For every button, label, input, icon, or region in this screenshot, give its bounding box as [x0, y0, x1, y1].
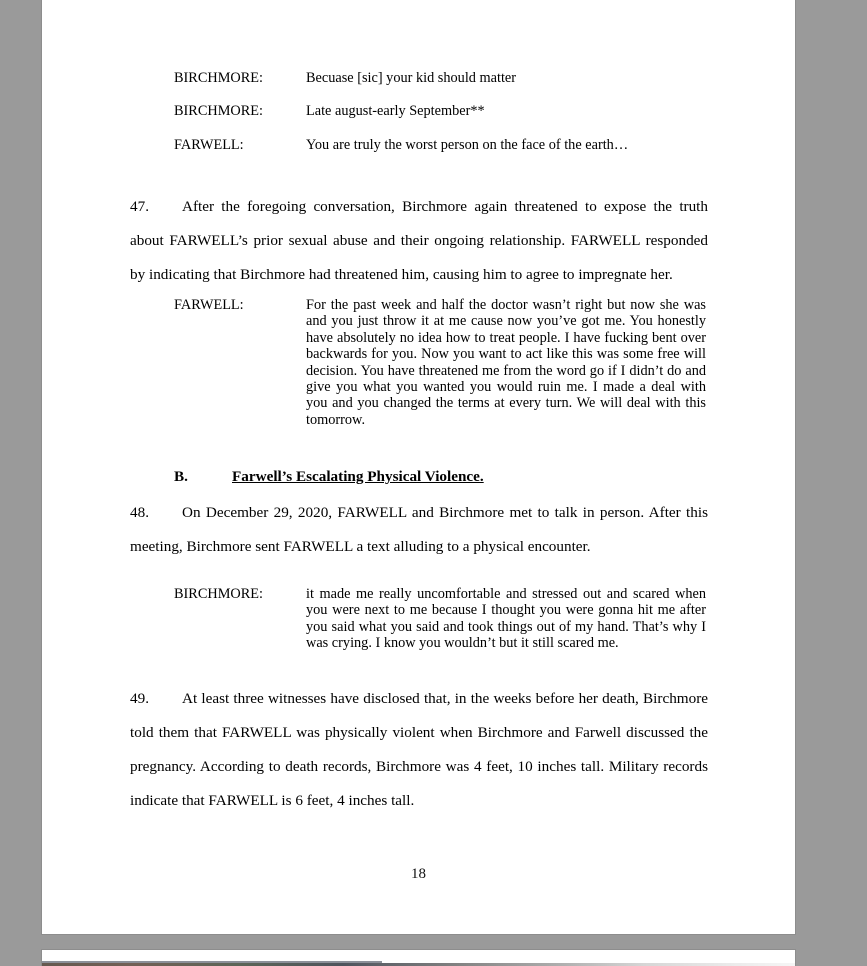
numbered-paragraph — [130, 496, 708, 564]
transcript-row — [130, 137, 708, 153]
speaker-label: BIRCHMORE: — [174, 70, 263, 86]
transcript-row — [130, 103, 708, 119]
quote-text: it made me really uncomfortable and stressed out and scared when you were next to me because I thought you were gonna hit me after you said what you said and took things out of my hand. That’s why I was crying. I know you wouldn’t but it still scared me. — [306, 586, 706, 652]
paragraph-body: On December 29, 2020, FARWELL and Birchmore met to talk in person. After this meeting, Birchmore sent FARWELL a text alluding to a physical encounter. — [130, 504, 708, 555]
paragraph-number: 47. — [130, 198, 149, 215]
transcript-row — [130, 70, 708, 86]
speaker-label: FARWELL: — [174, 136, 244, 153]
quote-text: For the past week and half the doctor wasn’t right but now she was and you just throw it at me cause now you’ve got me. You honestly have absolutely no idea how to treat people. I have fucking bent over backwards for you. Now you want to act like this was some free will decision. You have threatened me from the word go if I didn’t do and give you what you wanted you would ruin me. I made a deal with you and you changed the terms at every turn. We will deal with this tomorrow. — [306, 297, 706, 428]
document-page — [42, 0, 795, 934]
paragraph-text — [130, 682, 708, 818]
quote-text: You are truly the worst person on the face of the earth… — [306, 136, 629, 153]
quote-text: Becuase [sic] your kid should matter — [306, 70, 517, 86]
paragraph-number: 48. — [130, 504, 149, 521]
next-document-page — [42, 950, 795, 966]
section-letter: B. — [174, 468, 188, 485]
section-title: Farwell’s Escalating Physical Violence. — [232, 468, 484, 485]
transcript-row — [130, 586, 708, 652]
numbered-paragraph — [130, 190, 708, 292]
transcript-block — [130, 586, 708, 652]
transcript-row — [130, 297, 708, 428]
transcript-block — [130, 70, 708, 153]
transcript-block — [130, 297, 708, 428]
speaker-label: BIRCHMORE: — [174, 586, 263, 602]
page-number: 18 — [411, 866, 426, 882]
quote-text: Late august-early September** — [306, 103, 485, 120]
speaker-label: FARWELL: — [174, 297, 244, 313]
numbered-paragraph — [130, 682, 708, 818]
paragraph-number: 49. — [130, 690, 149, 707]
paragraph-body: At least three witnesses have disclosed that, in the weeks before her death, Birchmore told them that FARWELL was physically violent when Birchmore and Farwell discussed the pregnancy. According to death records, Birchmore was 4 feet, 10 inches tall. Military records indicate that FARWELL is 6 feet, 4 inches tall. — [130, 690, 708, 809]
section-heading — [130, 466, 708, 488]
paragraph-body: After the foregoing conversation, Birchmore again threatened to expose the truth about FARWELL’s prior sexual abuse and their ongoing relationship. FARWELL responded by indicating that Birchmore had threatened him, causing him to agree to impregnate her. — [130, 198, 708, 283]
paragraph-text — [130, 496, 708, 564]
paragraph-text — [130, 190, 708, 292]
speaker-label: BIRCHMORE: — [174, 103, 263, 120]
